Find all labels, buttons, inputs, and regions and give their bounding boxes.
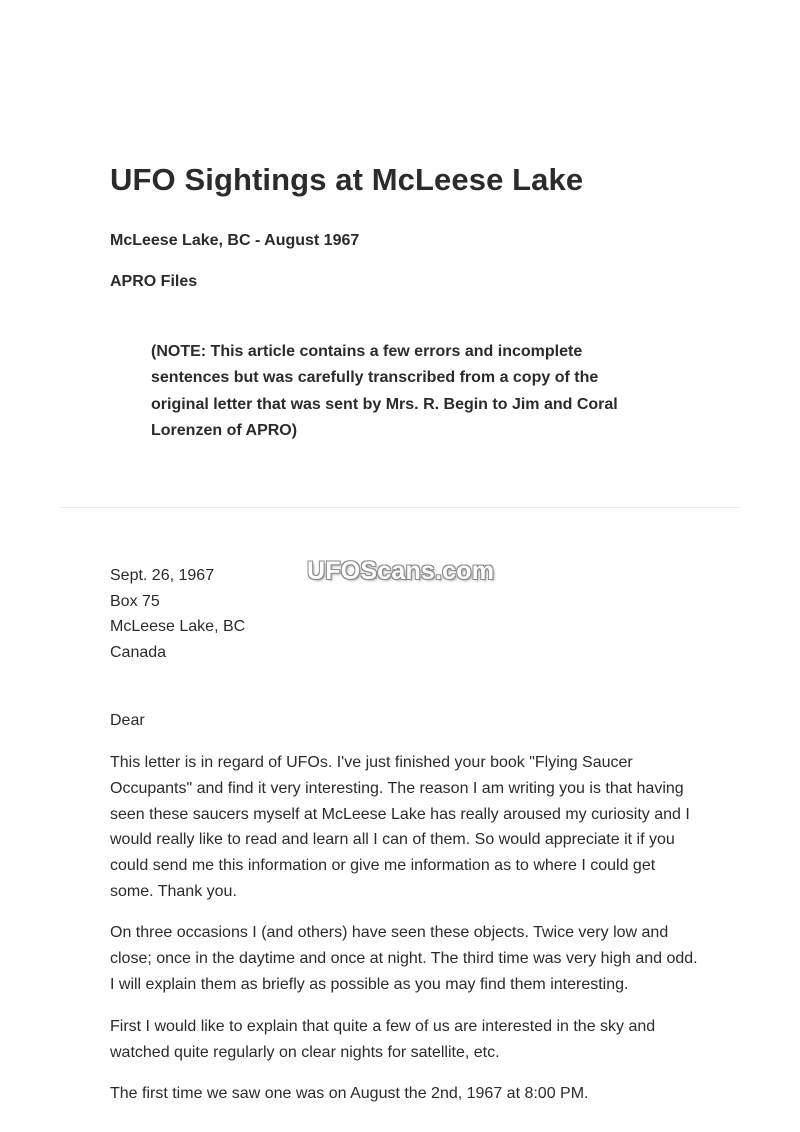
location-date-subtitle: McLeese Lake, BC - August 1967 [110,232,360,249]
address-country: Canada [110,644,167,662]
section-divider [60,507,740,508]
letter-paragraph: The first time we saw one was on August the 2nd, 1967 at 8:00 PM. [110,1085,589,1102]
letter-paragraph: This letter is in regard of UFOs. I've just finished your book "Flying Saucer Occupants" and find it very interesting. The reason I am writing you is that having seen these saucers myself at McLeese Lake has really aroused my curiosity and I would really like to read and learn all I can of them. So would appreciate it if you could send me this information or give me information as to where I could get some. Thank you. [110,754,690,900]
transcription-note: (NOTE: This article contains a few errors and incomplete sentences but was carefully transcribed from a copy of the original letter that was sent by Mrs. R. Begin to Jim and Coral Lorenzen of APRO) [151,343,618,439]
letter-date: Sept. 26, 1967 [110,567,215,584]
letter-greeting: Dear [110,712,145,729]
letter-paragraph: First I would like to explain that quite a few of us are interested in the sky and watched quite regularly on clear nights for satellite, etc. [110,1018,656,1061]
letter-paragraph: On three occasions I (and others) have seen these objects. Twice very low and close; once in the daytime and once at night. The third time was very high and odd. I will explain them as briefly as possible as you may find them interesting. [110,924,698,993]
watermark-logo: UFOScans.com [307,557,495,585]
address-box: Box 75 [110,592,160,610]
source-label: APRO Files [110,273,198,290]
address-city: McLeese Lake, BC [110,618,246,636]
page-title: UFO Sightings at McLeese Lake [110,162,584,197]
letter-address-block [110,563,245,666]
